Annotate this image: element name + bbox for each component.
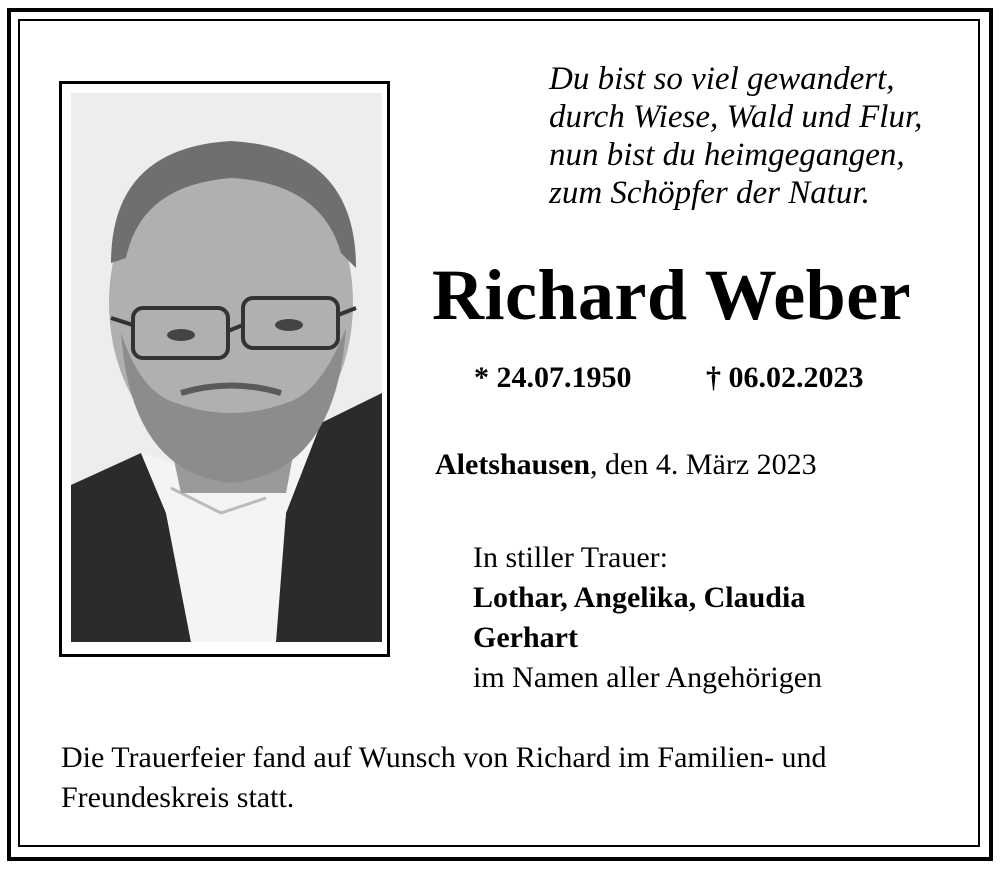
place-and-date: [435, 448, 817, 482]
poem-line: nun bist du heimgegangen,: [549, 137, 905, 173]
birth-date: * 24.07.1950: [474, 361, 632, 394]
poem-line: durch Wiese, Wald und Flur,: [549, 99, 923, 135]
portrait-photo: [71, 93, 382, 642]
poem-line: Du bist so viel gewandert,: [549, 61, 895, 97]
mourners-names: Lothar, Angelika, Claudia: [473, 581, 806, 614]
deceased-name: Richard Weber: [432, 255, 912, 335]
mourners-names: Gerhart: [473, 621, 578, 654]
mourners-closing: im Namen aller Angehörigen: [473, 661, 823, 694]
mourners-intro: In stiller Trauer:: [473, 541, 668, 574]
notice-date: , den 4. März 2023: [590, 448, 817, 481]
ceremony-notice: Die Trauerfeier fand auf Wunsch von Richard im Familien- und Freundeskreis statt.: [61, 741, 827, 814]
poem-line: zum Schöpfer der Natur.: [549, 175, 870, 211]
place-name: Aletshausen: [435, 448, 591, 481]
death-date: † 06.02.2023: [706, 361, 864, 394]
mourners-block: [473, 538, 822, 698]
memorial-poem: [549, 60, 969, 212]
